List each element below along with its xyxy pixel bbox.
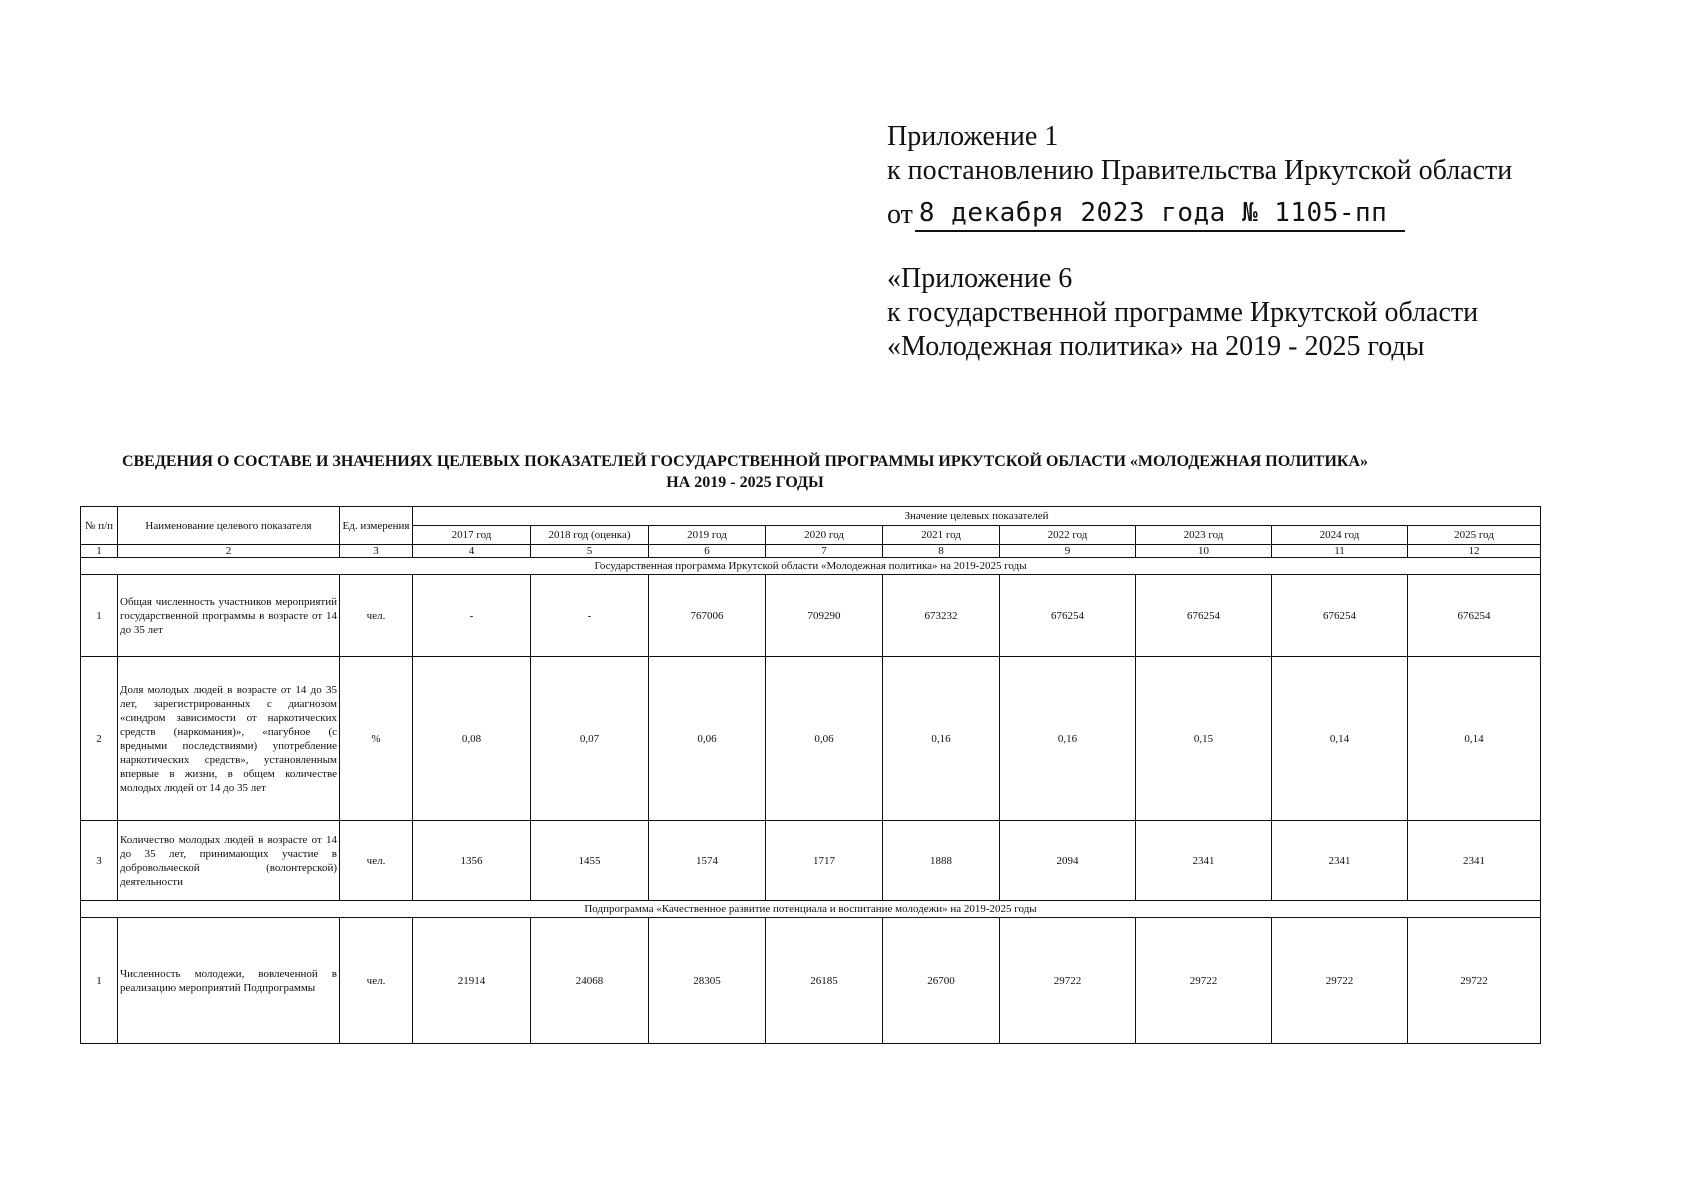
row-value: 26185 xyxy=(766,918,883,1044)
row-value: 2094 xyxy=(1000,821,1136,901)
program-appendix-reference: к государственной программе Иркутской области xyxy=(887,297,1479,328)
column-number: 3 xyxy=(340,545,413,558)
column-number: 9 xyxy=(1000,545,1136,558)
header-values-group: Значение целевых показателей xyxy=(413,507,1541,526)
column-number: 2 xyxy=(118,545,340,558)
column-number: 10 xyxy=(1136,545,1272,558)
column-number: 4 xyxy=(413,545,531,558)
row-value: 24068 xyxy=(531,918,649,1044)
row-num: 1 xyxy=(81,575,118,657)
row-unit: чел. xyxy=(340,575,413,657)
header-year: 2019 год xyxy=(649,526,766,545)
column-number: 12 xyxy=(1408,545,1541,558)
table-row xyxy=(81,918,1541,1044)
document-header xyxy=(887,120,1587,364)
row-value: 29722 xyxy=(1000,918,1136,1044)
row-name: Общая численность участников мероприятий государственной программы в возрасте от 14 до 35 лет xyxy=(118,575,340,657)
row-unit: чел. xyxy=(340,918,413,1044)
row-value: 28305 xyxy=(649,918,766,1044)
header-year: 2022 год xyxy=(1000,526,1136,545)
header-year: 2021 год xyxy=(883,526,1000,545)
row-value: 676254 xyxy=(1136,575,1272,657)
indicators-table xyxy=(80,506,1541,1044)
column-number: 1 xyxy=(81,545,118,558)
column-number: 6 xyxy=(649,545,766,558)
row-value: 709290 xyxy=(766,575,883,657)
program-appendix-number: «Приложение 6 xyxy=(887,263,1073,294)
header-num: № п/п xyxy=(81,507,118,545)
document-title xyxy=(80,451,1410,493)
row-value: 0,14 xyxy=(1408,657,1541,821)
row-unit: чел. xyxy=(340,821,413,901)
row-value: 2341 xyxy=(1136,821,1272,901)
row-value: 0,08 xyxy=(413,657,531,821)
date-prefix: от xyxy=(887,199,913,230)
row-unit: % xyxy=(340,657,413,821)
table-row xyxy=(81,575,1541,657)
header-unit: Ед. измерения xyxy=(340,507,413,545)
header-name: Наименование целевого показателя xyxy=(118,507,340,545)
header-year: 2025 год xyxy=(1408,526,1541,545)
row-value: 1888 xyxy=(883,821,1000,901)
row-value: 1717 xyxy=(766,821,883,901)
row-value: 29722 xyxy=(1408,918,1541,1044)
title-line-1: СВЕДЕНИЯ О СОСТАВЕ И ЗНАЧЕНИЯХ ЦЕЛЕВЫХ ПОКАЗАТЕЛЕЙ ГОСУДАРСТВЕННОЙ ПРОГРАММЫ ИРКУТСКОЙ ОБЛАСТИ «МОЛОДЕЖНАЯ ПОЛИТИКА» xyxy=(121,453,1369,470)
row-value: 0,06 xyxy=(649,657,766,821)
header-year: 2018 год (оценка) xyxy=(531,526,649,545)
table-row xyxy=(81,657,1541,821)
column-number: 7 xyxy=(766,545,883,558)
column-number: 5 xyxy=(531,545,649,558)
row-name: Доля молодых людей в возрасте от 14 до 35 лет, зарегистрированных с диагнозом «синдром зависимости от наркотических средств (наркомания)», «пагубное (с вредными последствиями) употребление наркотических средств», установленным впервые в жизни, в общем количестве молодых людей от 14 до 35 лет xyxy=(118,657,340,821)
header-year: 2017 год xyxy=(413,526,531,545)
program-name: «Молодежная политика» на 2019 - 2025 годы xyxy=(887,331,1425,362)
row-value: 29722 xyxy=(1136,918,1272,1044)
row-value: 2341 xyxy=(1272,821,1408,901)
header-year: 2024 год xyxy=(1272,526,1408,545)
header-year: 2020 год xyxy=(766,526,883,545)
row-value: 1574 xyxy=(649,821,766,901)
row-value: 673232 xyxy=(883,575,1000,657)
row-value: 676254 xyxy=(1272,575,1408,657)
row-value: 0,07 xyxy=(531,657,649,821)
column-numbers-row xyxy=(81,545,1541,558)
row-value: 2341 xyxy=(1408,821,1541,901)
appendix-number: Приложение 1 xyxy=(887,121,1059,152)
row-value: 0,06 xyxy=(766,657,883,821)
row-name: Численность молодежи, вовлеченной в реализацию мероприятий Подпрограммы xyxy=(118,918,340,1044)
row-num: 3 xyxy=(81,821,118,901)
title-line-2: НА 2019 - 2025 ГОДЫ xyxy=(666,474,824,491)
header-year: 2023 год xyxy=(1136,526,1272,545)
row-value: 0,16 xyxy=(1000,657,1136,821)
row-value: 1356 xyxy=(413,821,531,901)
resolution-date xyxy=(887,196,1587,232)
table-header-row xyxy=(81,507,1541,526)
row-num: 2 xyxy=(81,657,118,821)
row-value: 676254 xyxy=(1000,575,1136,657)
row-value: 21914 xyxy=(413,918,531,1044)
row-value: 0,15 xyxy=(1136,657,1272,821)
row-value: - xyxy=(413,575,531,657)
section-row-subprogram xyxy=(81,901,1541,918)
row-value: 0,16 xyxy=(883,657,1000,821)
row-value: 26700 xyxy=(883,918,1000,1044)
table-row xyxy=(81,821,1541,901)
row-value: 29722 xyxy=(1272,918,1408,1044)
date-value: 8 декабря 2023 года № 1105-пп xyxy=(915,196,1405,232)
appendix-reference: к постановлению Правительства Иркутской области xyxy=(887,155,1513,186)
row-value: - xyxy=(531,575,649,657)
column-number: 8 xyxy=(883,545,1000,558)
row-name: Количество молодых людей в возрасте от 14 до 35 лет, принимающих участие в добровольческой (волонтерской) деятельности xyxy=(118,821,340,901)
section-title: Подпрограмма «Качественное развитие потенциала и воспитание молодежи» на 2019-2025 годы xyxy=(81,901,1541,918)
section-title: Государственная программа Иркутской области «Молодежная политика» на 2019-2025 годы xyxy=(81,558,1541,575)
row-value: 0,14 xyxy=(1272,657,1408,821)
column-number: 11 xyxy=(1272,545,1408,558)
row-value: 676254 xyxy=(1408,575,1541,657)
section-row-program xyxy=(81,558,1541,575)
row-num: 1 xyxy=(81,918,118,1044)
row-value: 1455 xyxy=(531,821,649,901)
row-value: 767006 xyxy=(649,575,766,657)
